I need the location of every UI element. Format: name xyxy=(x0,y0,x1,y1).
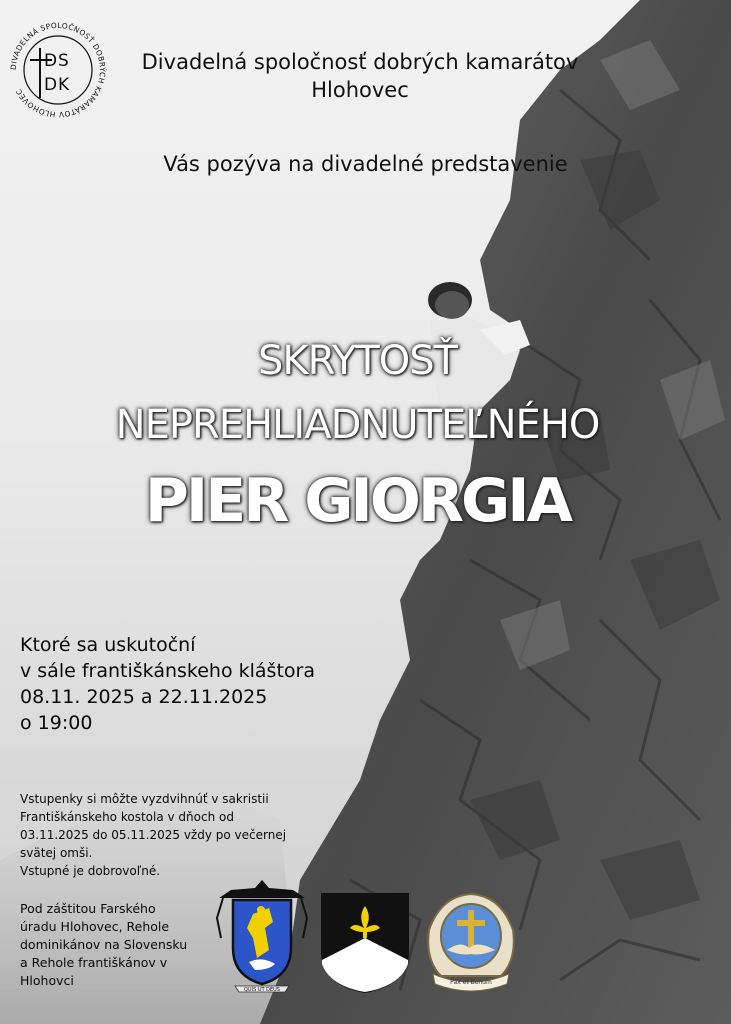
svg-text:DIVADELNÁ SPOLOČNOSŤ DOBRÝCH K: DIVADELNÁ SPOLOČNOSŤ DOBRÝCH KAMARÁTOV HLOHOVEC xyxy=(8,20,108,120)
title-line-1: SKRYTOSŤ xyxy=(257,338,458,384)
svg-text:D: D xyxy=(44,51,58,71)
svg-text:Pax et Bonum: Pax et Bonum xyxy=(450,979,492,986)
organization-heading xyxy=(100,48,620,104)
event-dates: 08.11. 2025 a 22.11.2025 xyxy=(20,686,268,708)
svg-text:S: S xyxy=(58,51,69,71)
patron-line: a Rehole františkánov v xyxy=(20,955,168,970)
dsdk-logo xyxy=(8,20,108,120)
patron-line: úradu Hlohovec, Rehole xyxy=(20,919,170,934)
patronage-info xyxy=(20,900,210,990)
svg-text:QUIS UT DEUS: QUIS UT DEUS xyxy=(244,987,280,993)
franciscan-emblem-icon xyxy=(421,890,521,994)
patron-line: Hlohovci xyxy=(20,973,74,988)
ticket-line: 03.11.2025 do 05.11.2025 vždy po večernej xyxy=(20,828,287,842)
ticket-line: Vstupenky si môžte vyzdvihnúť v sakristii xyxy=(20,792,269,806)
dominican-shield-icon xyxy=(320,892,410,994)
organization-name: Divadelná spoločnosť dobrých kamarátov xyxy=(141,50,579,74)
svg-text:K: K xyxy=(58,75,70,95)
patron-line: dominikánov na Slovensku xyxy=(20,937,188,952)
ticket-line: Františkánskeho kostola v dňoch od xyxy=(20,810,234,824)
event-line: v sále františkánskeho kláštora xyxy=(20,660,315,682)
event-line: Ktoré sa uskutoční xyxy=(20,634,196,656)
invitation-line: Vás pozýva na divadelné predstavenie xyxy=(163,152,568,176)
svg-text:D: D xyxy=(44,75,58,95)
ticket-info xyxy=(20,790,300,880)
parish-coat-of-arms-icon xyxy=(213,878,311,996)
ticket-line: Vstupné je dobrovoľné. xyxy=(20,864,161,878)
title-line-3: PIER GIORGIA xyxy=(144,466,571,536)
patron-line: Pod záštitou Farského xyxy=(20,901,156,916)
ticket-line: svätej omši. xyxy=(20,846,93,860)
event-details xyxy=(20,632,315,736)
event-time: o 19:00 xyxy=(20,712,93,734)
organization-city: Hlohovec xyxy=(311,78,409,102)
title-line-2: NEPREHLIADNUTEĽNÉHO xyxy=(115,402,600,448)
